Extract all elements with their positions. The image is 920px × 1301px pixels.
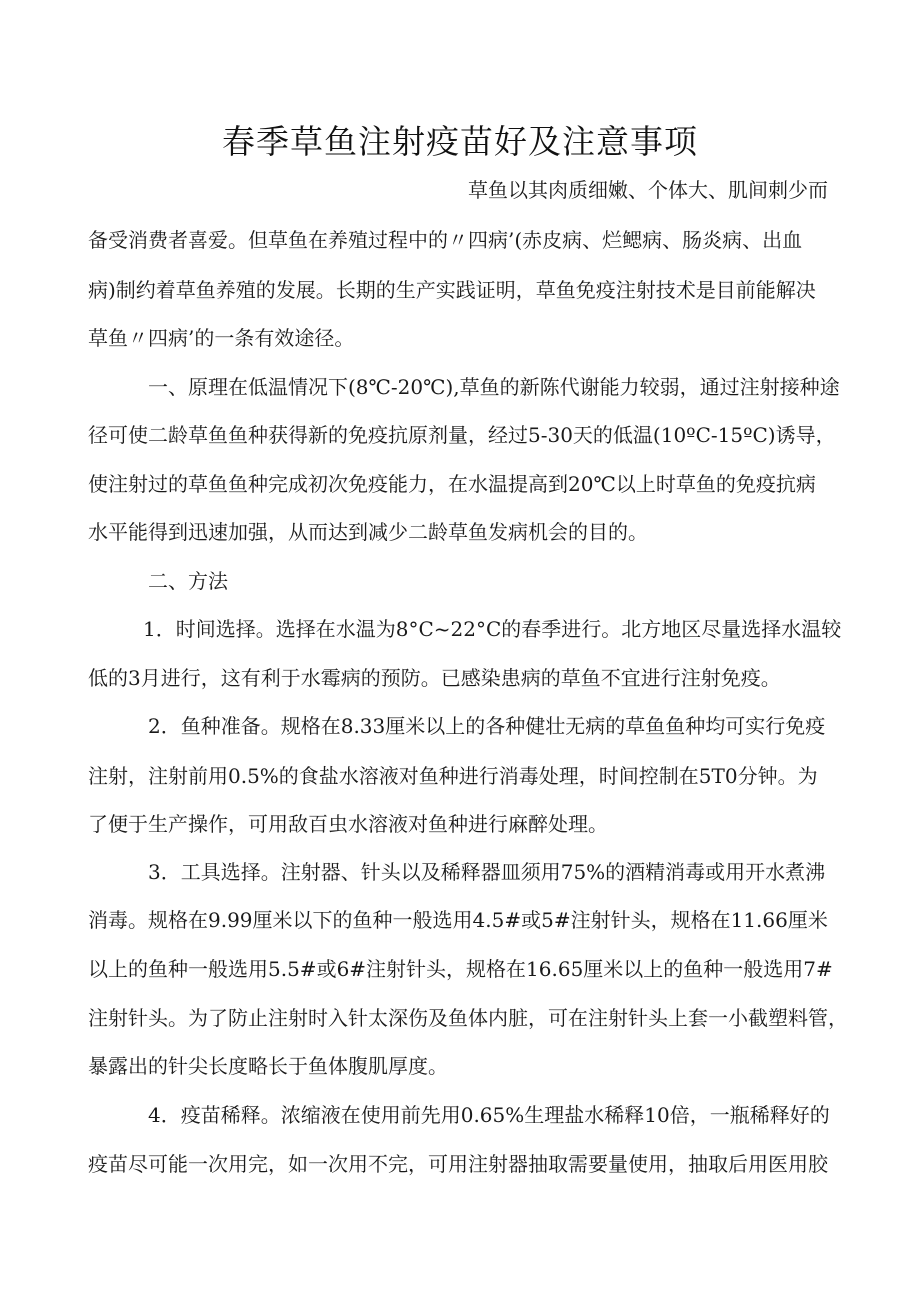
principle-line-3: 使注射过的草鱼鱼种完成初次免疫能力，在水温提高到20℃以上时草鱼的免疫抗病 (88, 472, 816, 496)
intro-line-3: 病)制约着草鱼养殖的发展。长期的生产实践证明，草鱼免疫注射技术是目前能解决 (88, 278, 816, 302)
section-4-line-1: 4．疫苗稀释。浓缩液在使用前先用0.65%生理盐水稀释10倍，一瓶稀释好的 (148, 1103, 830, 1127)
section-2-line-3: 了便于生产操作，可用敌百虫水溶液对鱼种进行麻醉处理。 (88, 812, 608, 836)
principle-line-1: 一、原理在低温情况下(8℃-20℃),草鱼的新陈代谢能力较弱，通过注射接种途 (148, 375, 840, 399)
intro-line-2: 备受消费者喜爱。但草鱼在养殖过程中的〃四病’(赤皮病、烂鳃病、肠炎病、出血 (88, 228, 803, 252)
section-3-line-4: 注射针头。为了防止注射时入针太深伤及鱼体内脏，可在注射针头上套一小截塑料管， (88, 1006, 848, 1030)
section-4-line-2: 疫苗尽可能一次用完，如一次用不完，可用注射器抽取需要量使用，抽取后用医用胶 (88, 1152, 828, 1176)
section-3-line-1: 3．工具选择。注射器、针头以及稀释器皿须用75%的酒精消毒或用开水煮沸 (148, 860, 826, 884)
section-2-line-1: 2．鱼种准备。规格在8.33厘米以上的各种健壮无病的草鱼鱼种均可实行免疫 (148, 714, 826, 738)
section-2-line-2: 注射，注射前用0.5%的食盐水溶液对鱼种进行消毒处理，时间控制在5T0分钟。为 (88, 764, 818, 788)
document-title: 春季草鱼注射疫苗好及注意事项 (222, 122, 698, 161)
section-1-line-2: 低的3月进行，这有利于水霉病的预防。已感染患病的草鱼不宜进行注射免疫。 (88, 666, 781, 690)
principle-line-4: 水平能得到迅速加强，从而达到减少二龄草鱼发病机会的目的。 (88, 520, 648, 544)
method-heading: 二、方法 (148, 569, 228, 593)
intro-line-1: 草鱼以其肉质细嫩、个体大、肌间刺少而 (468, 178, 828, 202)
section-3-line-5: 暴露出的针尖长度略长于鱼体腹肌厚度。 (88, 1054, 448, 1078)
section-3-line-3: 以上的鱼种一般选用5.5#或6#注射针头，规格在16.65厘米以上的鱼种一般选用7# (88, 957, 833, 981)
principle-line-2: 径可使二龄草鱼鱼种获得新的免疫抗原剂量，经过5-30天的低温(10ºC-15ºC)诱导， (88, 423, 836, 447)
intro-line-4: 草鱼〃四病’的一条有效途径。 (88, 326, 355, 350)
section-1-line-1: 1．时间选择。选择在水温为8°C~22°C的春季进行。北方地区尽量选择水温较 (143, 617, 842, 641)
section-3-line-2: 消毒。规格在9.99厘米以下的鱼种一般选用4.5#或5#注射针头，规格在11.66厘米 (88, 908, 828, 932)
